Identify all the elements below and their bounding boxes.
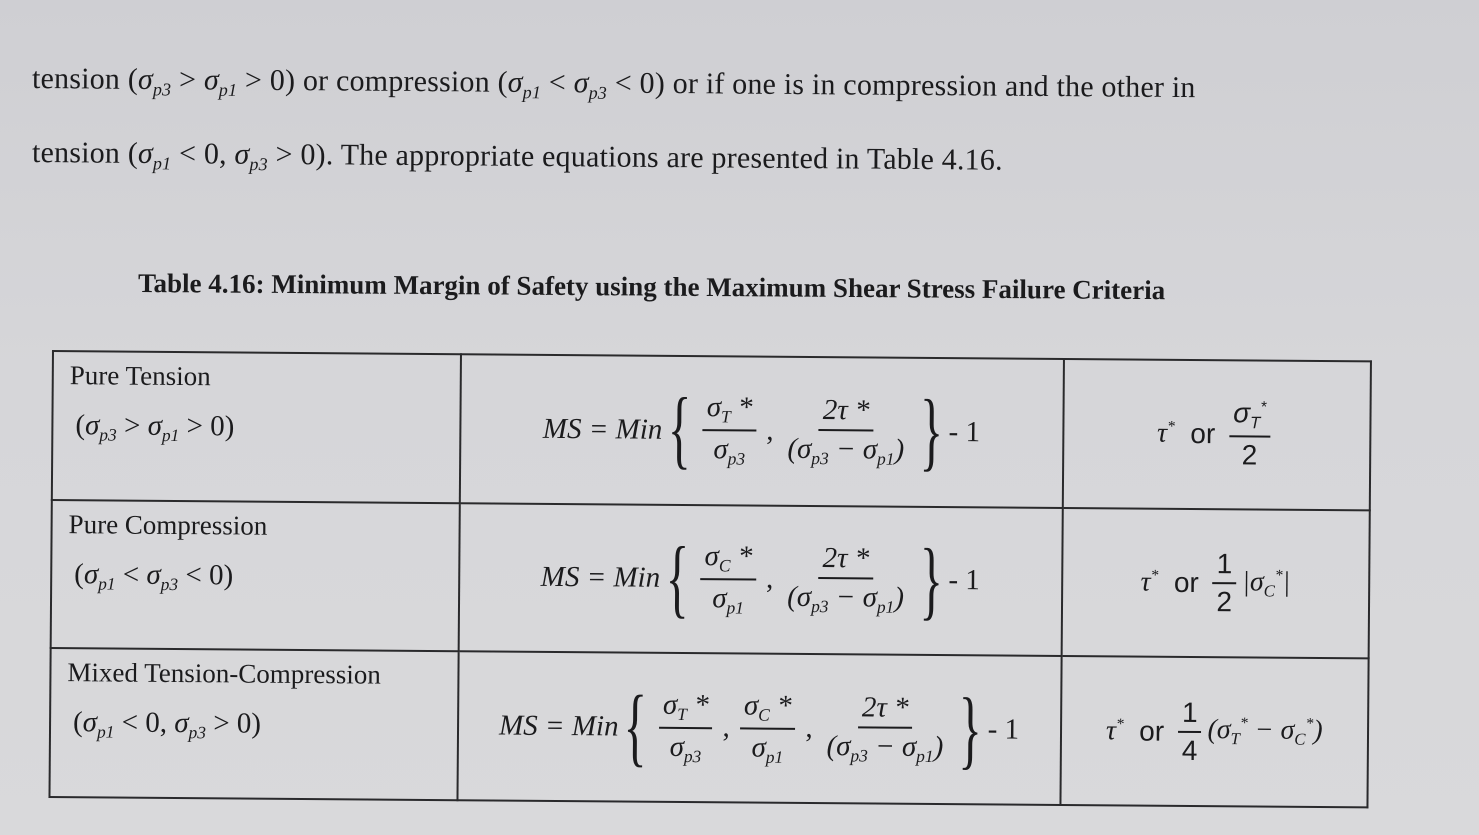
case-label: Pure Tension [69, 360, 211, 392]
allowable-shear: τ* or $\frac{\sigma_T^*}{2}$ [1157, 397, 1277, 472]
case-label: Mixed Tension-Compression [67, 657, 381, 690]
paragraph-line-2: tension ($\sigma_{p1} < 0$, $\sigma_{p3} > 0$). The appropriate equations are presented in Table 4.16. [31, 136, 1003, 177]
table-caption: Table 4.16: Minimum Margin of Safety using the Maximum Shear Stress Failure Criteria [137, 268, 1166, 306]
table-row [51, 500, 1370, 659]
margin-of-safety-table [48, 350, 1371, 808]
ms-label: MS = Min [498, 709, 619, 743]
case-cell [52, 351, 461, 503]
text-run: ) or compression ( [284, 63, 508, 99]
minus-one: - 1 [948, 564, 980, 597]
text-run: tension ( [31, 136, 139, 170]
or-text: or [1190, 418, 1216, 450]
ms-label: MS = Min [540, 561, 661, 595]
case-cell [51, 500, 460, 652]
math-inline: $\sigma_{p3}$ [137, 62, 172, 100]
text-run: tension ( [31, 62, 139, 96]
case-condition: $(\sigma_{p3} > \sigma_{p1} > 0)$ [75, 409, 235, 446]
case-cell [49, 648, 458, 800]
table-row [49, 648, 1368, 807]
allowable-cell [1062, 359, 1371, 510]
allowable-shear: τ* or $\frac{1}{2}$ $|\sigma_C^*|$ [1140, 548, 1291, 618]
allowable-shear: τ* or $\frac{1}{4}$ $(\sigma_T^* - \sigma_C^*)$ [1105, 696, 1323, 766]
minus-one: - 1 [987, 713, 1020, 746]
ms-equation: MS = Min { $\frac{\sigma_T *}{\sigma_{p3}}$ , $\frac{\sigma_C *}{\sigma_{p1}}$ , $\frac{2\tau *}{(\sigma_{p3} - \sigma_{p1})}$ } - 1 [498, 678, 1020, 778]
or-text: or [1139, 715, 1165, 747]
allowable-cell [1060, 656, 1369, 807]
allowable-cell [1061, 508, 1370, 659]
table-row [52, 351, 1371, 510]
minus-one: - 1 [948, 415, 981, 449]
text-run: ) or if one is in compression and the other in [654, 66, 1196, 105]
ms-equation: MS = Min { $\frac{\sigma_C *}{\sigma_{p1}}$ , $\frac{2\tau *}{(\sigma_{p3} - \sigma_{p1})}$ } - 1 [540, 529, 980, 629]
ms-equation: MS = Min { $\frac{\sigma_T *}{\sigma_{p3}}$ , $\frac{2\tau *}{(\sigma_{p3} - \sigma_{p1})}$ } - 1 [542, 381, 981, 481]
equation-cell [459, 354, 1063, 507]
equation-cell [458, 503, 1062, 656]
case-condition: ($\sigma_{p1} < 0$, $\sigma_{p3} > 0$) [72, 706, 262, 743]
or-text: or [1173, 566, 1199, 598]
case-label: Pure Compression [68, 508, 268, 541]
case-condition: $(\sigma_{p1} < \sigma_{p3} < 0)$ [74, 557, 234, 594]
equation-cell [457, 652, 1061, 805]
ms-label: MS = Min [542, 412, 663, 446]
text-run: ). The appropriate equations are presented in Table 4.16. [315, 138, 1003, 177]
paragraph-line-1: tension $(\sigma_{p3} > \sigma_{p1} > 0)$ or compression $(\sigma_{p1} < \sigma_{p3} < 0)$ or if one is in compression and the other in [31, 62, 1196, 105]
